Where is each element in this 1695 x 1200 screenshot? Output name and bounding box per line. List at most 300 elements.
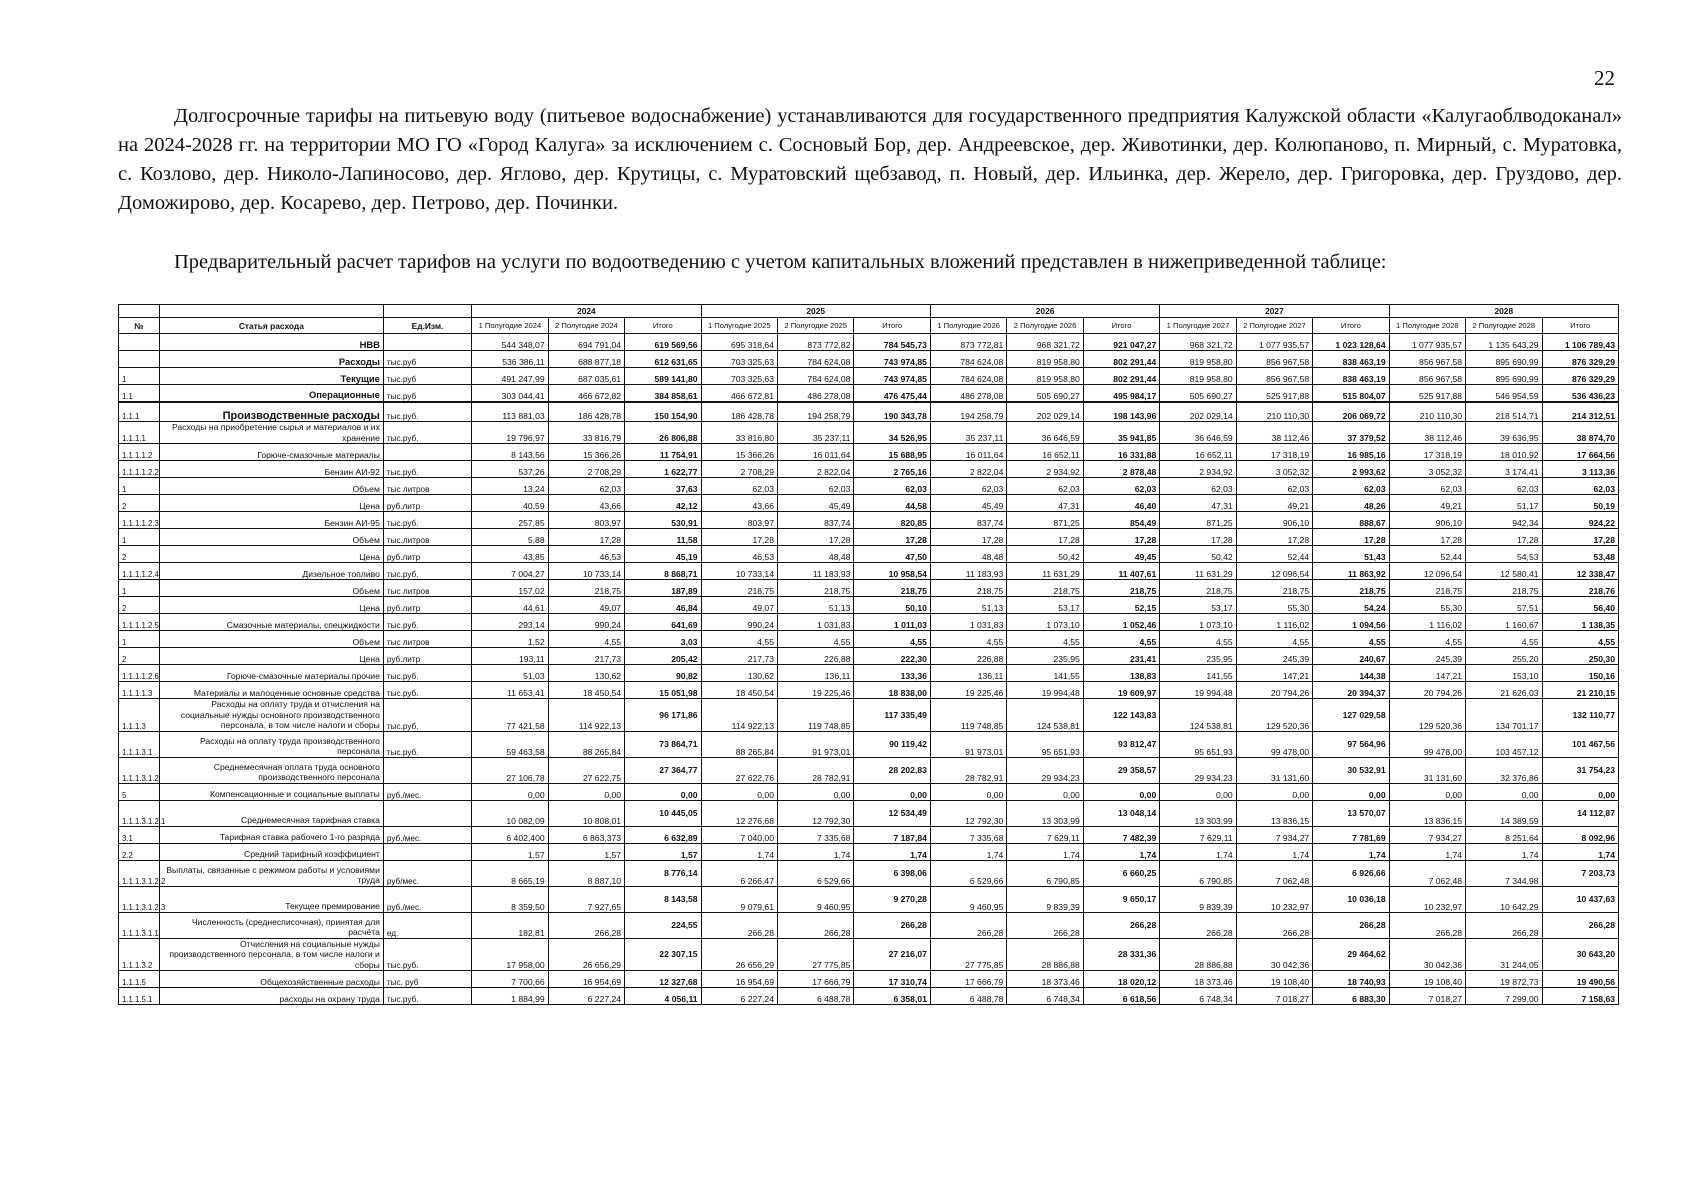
table-row bbox=[119, 495, 1619, 512]
row-value: 7 335,68 bbox=[930, 826, 1006, 843]
row-total-value: 7 187,84 bbox=[854, 826, 930, 843]
row-total-value: 37 379,52 bbox=[1313, 422, 1389, 444]
row-code: 1.1 bbox=[119, 385, 160, 402]
row-total-value: 117 335,49 bbox=[854, 699, 930, 732]
row-value: 182,81 bbox=[472, 912, 548, 938]
row-item: Компенсационные и социальные выплаты bbox=[159, 783, 383, 800]
row-value: 856 967,58 bbox=[1389, 351, 1465, 368]
row-value: 19 108,40 bbox=[1389, 971, 1465, 988]
row-value: 6 790,85 bbox=[1160, 860, 1236, 886]
row-value: 13,24 bbox=[472, 478, 548, 495]
row-total-value: 888,67 bbox=[1313, 512, 1389, 529]
row-total-value: 1 138,35 bbox=[1542, 614, 1618, 631]
row-value: 6 488,78 bbox=[930, 988, 1006, 1005]
row-value: 36 646,59 bbox=[1160, 422, 1236, 444]
row-value: 6 266,47 bbox=[701, 860, 777, 886]
row-total-value: 530,91 bbox=[625, 512, 701, 529]
row-value: 46,53 bbox=[701, 546, 777, 563]
row-total-value: 876 329,29 bbox=[1542, 368, 1618, 385]
row-value: 906,10 bbox=[1389, 512, 1465, 529]
row-total-value: 612 631,65 bbox=[625, 351, 701, 368]
table-row bbox=[119, 546, 1619, 563]
row-value: 29 934,23 bbox=[1007, 757, 1083, 783]
row-value: 12 096,54 bbox=[1389, 563, 1465, 580]
row-value: 819 958,80 bbox=[1160, 368, 1236, 385]
row-value: 210 110,30 bbox=[1389, 402, 1465, 422]
row-total-value: 1 094,56 bbox=[1313, 614, 1389, 631]
row-item: Дизельное топливо bbox=[159, 563, 383, 580]
row-value: 525 917,88 bbox=[1236, 385, 1312, 402]
row-value: 218 514,71 bbox=[1466, 402, 1542, 422]
row-value: 10 232,97 bbox=[1389, 886, 1465, 912]
row-value: 0,00 bbox=[1466, 783, 1542, 800]
row-total-value: 0,00 bbox=[1542, 783, 1618, 800]
row-value: 266,28 bbox=[1389, 912, 1465, 938]
row-total-value: 250,30 bbox=[1542, 648, 1618, 665]
row-value: 9 460,95 bbox=[930, 886, 1006, 912]
row-total-value: 8 868,71 bbox=[625, 563, 701, 580]
row-total-value: 29 358,57 bbox=[1083, 757, 1159, 783]
row-value: 129 520,36 bbox=[1389, 699, 1465, 732]
row-value: 103 457,12 bbox=[1466, 731, 1542, 757]
row-value: 4,55 bbox=[777, 631, 853, 648]
row-item: Операционные bbox=[159, 385, 383, 402]
row-value: 14 389,59 bbox=[1466, 800, 1542, 826]
row-value: 819 958,80 bbox=[1007, 351, 1083, 368]
table-header-year-row bbox=[119, 305, 1619, 318]
row-value: 16 011,64 bbox=[930, 444, 1006, 461]
row-total-value: 93 812,47 bbox=[1083, 731, 1159, 757]
row-value: 17 666,79 bbox=[930, 971, 1006, 988]
row-unit: руб.литр bbox=[383, 495, 471, 512]
row-value: 3 174,41 bbox=[1466, 461, 1542, 478]
row-unit: тыс.руб. bbox=[383, 682, 471, 699]
row-value: 266,28 bbox=[1236, 912, 1312, 938]
row-unit bbox=[383, 757, 471, 783]
row-value: 942,34 bbox=[1466, 512, 1542, 529]
row-item: Выплаты, связанные с режимом работы и условиями труда bbox=[159, 860, 383, 886]
row-total-value: 10 437,63 bbox=[1542, 886, 1618, 912]
row-total-value: 17,28 bbox=[1313, 529, 1389, 546]
row-item: Горюче-смазочные материалы bbox=[159, 444, 383, 461]
row-value: 202 029,14 bbox=[1007, 402, 1083, 422]
row-item: Цена bbox=[159, 546, 383, 563]
table-row bbox=[119, 631, 1619, 648]
row-value: 803,97 bbox=[548, 512, 624, 529]
row-total-value: 3,03 bbox=[625, 631, 701, 648]
row-total-value: 122 143,83 bbox=[1083, 699, 1159, 732]
row-value: 38 112,46 bbox=[1236, 422, 1312, 444]
row-value: 43,66 bbox=[701, 495, 777, 512]
row-value: 1,74 bbox=[1466, 843, 1542, 860]
header-number: № bbox=[119, 318, 160, 334]
row-value: 0,00 bbox=[1160, 783, 1236, 800]
row-value: 703 325,63 bbox=[701, 351, 777, 368]
row-value: 4,55 bbox=[1160, 631, 1236, 648]
row-total-value: 854,49 bbox=[1083, 512, 1159, 529]
row-value: 6 227,24 bbox=[548, 988, 624, 1005]
row-value: 1 073,10 bbox=[1007, 614, 1083, 631]
row-total-value: 13 570,07 bbox=[1313, 800, 1389, 826]
row-total-value: 38 874,70 bbox=[1542, 422, 1618, 444]
row-value: 45,49 bbox=[777, 495, 853, 512]
row-total-value: 42,12 bbox=[625, 495, 701, 512]
row-total-value: 266,28 bbox=[1542, 912, 1618, 938]
row-total-value: 10 036,18 bbox=[1313, 886, 1389, 912]
row-value: 17 958,00 bbox=[472, 938, 548, 971]
row-total-value: 820,85 bbox=[854, 512, 930, 529]
row-total-value: 18 838,00 bbox=[854, 682, 930, 699]
row-total-value: 96 171,86 bbox=[625, 699, 701, 732]
row-code: 1.1.1.3.1.2.2 bbox=[119, 860, 160, 886]
row-value: 856 967,58 bbox=[1389, 368, 1465, 385]
row-item: Цена bbox=[159, 648, 383, 665]
row-value: 784 624,08 bbox=[930, 351, 1006, 368]
row-code: 1.1.1.1.2.4 bbox=[119, 563, 160, 580]
row-item: Бензин АИ-92 bbox=[159, 461, 383, 478]
row-value: 27 775,85 bbox=[930, 938, 1006, 971]
row-total-value: 190 343,78 bbox=[854, 402, 930, 422]
row-value: 62,03 bbox=[930, 478, 1006, 495]
row-value: 505 690,27 bbox=[1007, 385, 1083, 402]
row-value: 57,51 bbox=[1466, 597, 1542, 614]
row-value: 856 967,58 bbox=[1236, 351, 1312, 368]
header-subcolumn: 1 Полугодие 2026 bbox=[930, 318, 1006, 334]
row-value: 49,21 bbox=[1389, 495, 1465, 512]
row-total-value: 133,36 bbox=[854, 665, 930, 682]
row-value: 53,17 bbox=[1160, 597, 1236, 614]
row-value: 114 922,13 bbox=[548, 699, 624, 732]
row-total-value: 7 203,73 bbox=[1542, 860, 1618, 886]
row-value: 0,00 bbox=[472, 783, 548, 800]
row-total-value: 6 883,30 bbox=[1313, 988, 1389, 1005]
row-value: 4,55 bbox=[1236, 631, 1312, 648]
row-value: 153,10 bbox=[1466, 665, 1542, 682]
row-value: 62,03 bbox=[548, 478, 624, 495]
row-code: 1.1.1.3.1.2.1 bbox=[119, 800, 160, 826]
row-value: 91 973,01 bbox=[777, 731, 853, 757]
row-total-value: 21 210,15 bbox=[1542, 682, 1618, 699]
row-value: 43,85 bbox=[472, 546, 548, 563]
row-value: 255,20 bbox=[1466, 648, 1542, 665]
row-value: 95 651,93 bbox=[1007, 731, 1083, 757]
row-value: 88 265,84 bbox=[701, 731, 777, 757]
header-subcolumn: 2 Полугодие 2027 bbox=[1236, 318, 1312, 334]
row-unit: тыс литров bbox=[383, 631, 471, 648]
row-unit: тыс.руб. bbox=[383, 614, 471, 631]
row-value: 47,31 bbox=[1160, 495, 1236, 512]
row-unit: тыс.руб bbox=[383, 351, 471, 368]
row-value: 28 886,88 bbox=[1160, 938, 1236, 971]
row-unit: тыс.руб. bbox=[383, 988, 471, 1005]
row-code: 1.1.1.1 bbox=[119, 422, 160, 444]
row-total-value: 46,84 bbox=[625, 597, 701, 614]
row-value: 873 772,81 bbox=[930, 334, 1006, 351]
row-total-value: 4,55 bbox=[1542, 631, 1618, 648]
row-unit: тыс.литров bbox=[383, 529, 471, 546]
table-row bbox=[119, 422, 1619, 444]
row-total-value: 20 394,37 bbox=[1313, 682, 1389, 699]
row-value: 99 478,00 bbox=[1236, 731, 1312, 757]
row-value: 6 488,78 bbox=[777, 988, 853, 1005]
row-value: 703 325,63 bbox=[701, 368, 777, 385]
row-total-value: 8 092,96 bbox=[1542, 826, 1618, 843]
table-row bbox=[119, 334, 1619, 351]
row-value: 45,49 bbox=[930, 495, 1006, 512]
row-total-value: 34 526,95 bbox=[854, 422, 930, 444]
row-value: 4,55 bbox=[930, 631, 1006, 648]
row-value: 266,28 bbox=[548, 912, 624, 938]
table-row bbox=[119, 580, 1619, 597]
row-value: 4,55 bbox=[701, 631, 777, 648]
row-value: 1,74 bbox=[1236, 843, 1312, 860]
row-total-value: 218,75 bbox=[854, 580, 930, 597]
row-value: 6 529,66 bbox=[777, 860, 853, 886]
row-total-value: 62,03 bbox=[1083, 478, 1159, 495]
row-unit: руб.литр bbox=[383, 546, 471, 563]
row-total-value: 266,28 bbox=[1083, 912, 1159, 938]
row-value: 12 276,68 bbox=[701, 800, 777, 826]
row-unit: тыс.руб. bbox=[383, 512, 471, 529]
row-total-value: 384 858,61 bbox=[625, 385, 701, 402]
header-subcolumn: 2 Полугодие 2028 bbox=[1466, 318, 1542, 334]
row-total-value: 2 993,62 bbox=[1313, 461, 1389, 478]
row-value: 3 052,32 bbox=[1389, 461, 1465, 478]
row-value: 55,30 bbox=[1236, 597, 1312, 614]
row-value: 17,28 bbox=[930, 529, 1006, 546]
row-value: 17,28 bbox=[1160, 529, 1236, 546]
row-value: 8 359,50 bbox=[472, 886, 548, 912]
row-value: 194 258,79 bbox=[777, 402, 853, 422]
row-unit bbox=[383, 800, 471, 826]
row-value: 19 796,97 bbox=[472, 422, 548, 444]
row-value: 27 622,76 bbox=[701, 757, 777, 783]
row-value: 1,74 bbox=[777, 843, 853, 860]
row-value: 856 967,58 bbox=[1236, 368, 1312, 385]
table-row bbox=[119, 512, 1619, 529]
row-value: 7 700,66 bbox=[472, 971, 548, 988]
row-value: 0,00 bbox=[548, 783, 624, 800]
row-value: 491 247,99 bbox=[472, 368, 548, 385]
row-value: 968 321,72 bbox=[1160, 334, 1236, 351]
row-total-value: 11 754,91 bbox=[625, 444, 701, 461]
row-unit: руб.литр bbox=[383, 648, 471, 665]
row-value: 871,25 bbox=[1160, 512, 1236, 529]
row-code: 1 bbox=[119, 580, 160, 597]
row-value: 59 463,58 bbox=[472, 731, 548, 757]
row-code: 5 bbox=[119, 783, 160, 800]
row-total-value: 222,30 bbox=[854, 648, 930, 665]
row-value: 837,74 bbox=[930, 512, 1006, 529]
row-code: 1.1.1.3.1.2 bbox=[119, 757, 160, 783]
row-value: 17,28 bbox=[1466, 529, 1542, 546]
row-value: 266,28 bbox=[777, 912, 853, 938]
row-total-value: 17,28 bbox=[854, 529, 930, 546]
row-value: 62,03 bbox=[1466, 478, 1542, 495]
row-value: 245,39 bbox=[1236, 648, 1312, 665]
row-total-value: 214 312,51 bbox=[1542, 402, 1618, 422]
row-total-value: 46,40 bbox=[1083, 495, 1159, 512]
row-item: Цена bbox=[159, 597, 383, 614]
row-value: 62,03 bbox=[1236, 478, 1312, 495]
row-value: 266,28 bbox=[701, 912, 777, 938]
header-unit: Ед.Изм. bbox=[383, 318, 471, 334]
row-value: 7 018,27 bbox=[1236, 988, 1312, 1005]
row-value: 193,11 bbox=[472, 648, 548, 665]
row-value: 157,02 bbox=[472, 580, 548, 597]
header-year-2028: 2028 bbox=[1389, 305, 1618, 318]
row-value: 990,24 bbox=[701, 614, 777, 631]
row-value: 11 183,93 bbox=[930, 563, 1006, 580]
row-value: 218,75 bbox=[1389, 580, 1465, 597]
row-total-value: 8 143,58 bbox=[625, 886, 701, 912]
row-value: 218,75 bbox=[548, 580, 624, 597]
row-total-value: 8 776,14 bbox=[625, 860, 701, 886]
row-value: 7 018,27 bbox=[1389, 988, 1465, 1005]
tariff-table bbox=[118, 304, 1619, 1005]
row-value: 8 251,64 bbox=[1466, 826, 1542, 843]
row-item: Тарифная ставка рабочего 1-го разряда bbox=[159, 826, 383, 843]
row-value: 7 629,11 bbox=[1007, 826, 1083, 843]
table-row bbox=[119, 648, 1619, 665]
row-value: 2 822,04 bbox=[930, 461, 1006, 478]
row-value: 17,28 bbox=[1389, 529, 1465, 546]
row-value: 9 839,39 bbox=[1160, 886, 1236, 912]
header-subcolumn: 1 Полугодие 2028 bbox=[1389, 318, 1465, 334]
row-value: 134 701,17 bbox=[1466, 699, 1542, 732]
row-unit: тыс.руб. bbox=[383, 461, 471, 478]
row-total-value: 198 143,96 bbox=[1083, 402, 1159, 422]
row-unit: тыс литров bbox=[383, 478, 471, 495]
row-item: Средний тарифный коэффициент bbox=[159, 843, 383, 860]
row-value: 27 106,78 bbox=[472, 757, 548, 783]
row-code: 3.1 bbox=[119, 826, 160, 843]
row-value: 130,62 bbox=[701, 665, 777, 682]
row-total-value: 0,00 bbox=[854, 783, 930, 800]
header-blank-cell bbox=[383, 305, 471, 318]
row-value: 12 792,30 bbox=[930, 800, 1006, 826]
row-value: 13 303,99 bbox=[1160, 800, 1236, 826]
row-item: Горюче-смазочные материалы прочие bbox=[159, 665, 383, 682]
row-total-value: 7 158,63 bbox=[1542, 988, 1618, 1005]
row-value: 130,62 bbox=[548, 665, 624, 682]
row-value: 546 954,59 bbox=[1466, 385, 1542, 402]
row-value: 33 816,79 bbox=[548, 422, 624, 444]
header-subcolumn: 2 Полугодие 2026 bbox=[1007, 318, 1083, 334]
row-unit bbox=[383, 444, 471, 461]
row-value: 49,07 bbox=[548, 597, 624, 614]
row-value: 2 934,92 bbox=[1007, 461, 1083, 478]
table-row bbox=[119, 614, 1619, 631]
row-total-value: 15 051,98 bbox=[625, 682, 701, 699]
tariff-table-wrapper bbox=[118, 304, 1619, 1005]
row-total-value: 266,28 bbox=[1313, 912, 1389, 938]
row-value: 694 791,04 bbox=[548, 334, 624, 351]
row-total-value: 50,10 bbox=[854, 597, 930, 614]
row-value: 257,85 bbox=[472, 512, 548, 529]
row-total-value: 6 358,01 bbox=[854, 988, 930, 1005]
row-value: 803,97 bbox=[701, 512, 777, 529]
table-row bbox=[119, 731, 1619, 757]
row-total-value: 49,45 bbox=[1083, 546, 1159, 563]
row-item: Объем bbox=[159, 478, 383, 495]
row-total-value: 17,28 bbox=[1542, 529, 1618, 546]
row-total-value: 205,42 bbox=[625, 648, 701, 665]
row-code: 1.1.1.5 bbox=[119, 971, 160, 988]
row-unit: тыс.руб bbox=[383, 368, 471, 385]
row-value: 113 881,03 bbox=[472, 402, 548, 422]
row-total-value: 9 650,17 bbox=[1083, 886, 1159, 912]
row-value: 28 782,91 bbox=[930, 757, 1006, 783]
row-value: 50,42 bbox=[1160, 546, 1236, 563]
row-value: 32 376,86 bbox=[1466, 757, 1542, 783]
row-total-value: 743 974,85 bbox=[854, 351, 930, 368]
header-subcolumn: Итого bbox=[854, 318, 930, 334]
row-value: 39 636,95 bbox=[1466, 422, 1542, 444]
row-value: 7 299,00 bbox=[1466, 988, 1542, 1005]
row-code: 2 bbox=[119, 495, 160, 512]
row-item: Текущее премирование bbox=[159, 886, 383, 912]
row-total-value: 138,83 bbox=[1083, 665, 1159, 682]
row-total-value: 231,41 bbox=[1083, 648, 1159, 665]
table-row bbox=[119, 597, 1619, 614]
row-code: 1 bbox=[119, 478, 160, 495]
row-value: 235,95 bbox=[1007, 648, 1083, 665]
row-total-value: 266,28 bbox=[854, 912, 930, 938]
header-subcolumn: 2 Полугодие 2025 bbox=[777, 318, 853, 334]
row-item: Расходы bbox=[159, 351, 383, 368]
row-code: 1 bbox=[119, 631, 160, 648]
row-code: 1.1.1.1.2 bbox=[119, 444, 160, 461]
row-item: Среднемесячная тарифная ставка bbox=[159, 800, 383, 826]
row-value: 695 318,64 bbox=[701, 334, 777, 351]
row-total-value: 589 141,80 bbox=[625, 368, 701, 385]
row-value: 10 232,97 bbox=[1236, 886, 1312, 912]
row-value: 119 748,85 bbox=[777, 699, 853, 732]
table-row bbox=[119, 682, 1619, 699]
row-value: 266,28 bbox=[1466, 912, 1542, 938]
row-code: 1 bbox=[119, 368, 160, 385]
row-total-value: 743 974,85 bbox=[854, 368, 930, 385]
row-total-value: 12 534,49 bbox=[854, 800, 930, 826]
row-total-value: 56,40 bbox=[1542, 597, 1618, 614]
row-value: 52,44 bbox=[1389, 546, 1465, 563]
row-total-value: 6 618,56 bbox=[1083, 988, 1159, 1005]
row-total-value: 224,55 bbox=[625, 912, 701, 938]
row-total-value: 924,22 bbox=[1542, 512, 1618, 529]
row-code: 1 bbox=[119, 529, 160, 546]
row-value: 124 538,81 bbox=[1007, 699, 1083, 732]
row-total-value: 6 632,89 bbox=[625, 826, 701, 843]
page-number: 22 bbox=[1594, 66, 1615, 90]
row-item: Расходы на приобретение сырья и материалов и их хранение bbox=[159, 422, 383, 444]
row-total-value: 48,26 bbox=[1313, 495, 1389, 512]
row-total-value: 19 490,56 bbox=[1542, 971, 1618, 988]
row-total-value: 31 754,23 bbox=[1542, 757, 1618, 783]
row-total-value: 3 113,36 bbox=[1542, 461, 1618, 478]
row-total-value: 30 643,20 bbox=[1542, 938, 1618, 971]
row-value: 7 335,68 bbox=[777, 826, 853, 843]
row-total-value: 150,16 bbox=[1542, 665, 1618, 682]
row-total-value: 0,00 bbox=[1313, 783, 1389, 800]
row-value: 50,42 bbox=[1007, 546, 1083, 563]
row-unit: тыс.руб. bbox=[383, 665, 471, 682]
row-value: 26 656,29 bbox=[548, 938, 624, 971]
row-value: 13 303,99 bbox=[1007, 800, 1083, 826]
row-value: 7 062,48 bbox=[1236, 860, 1312, 886]
row-value: 245,39 bbox=[1389, 648, 1465, 665]
row-unit: руб./мес. bbox=[383, 826, 471, 843]
